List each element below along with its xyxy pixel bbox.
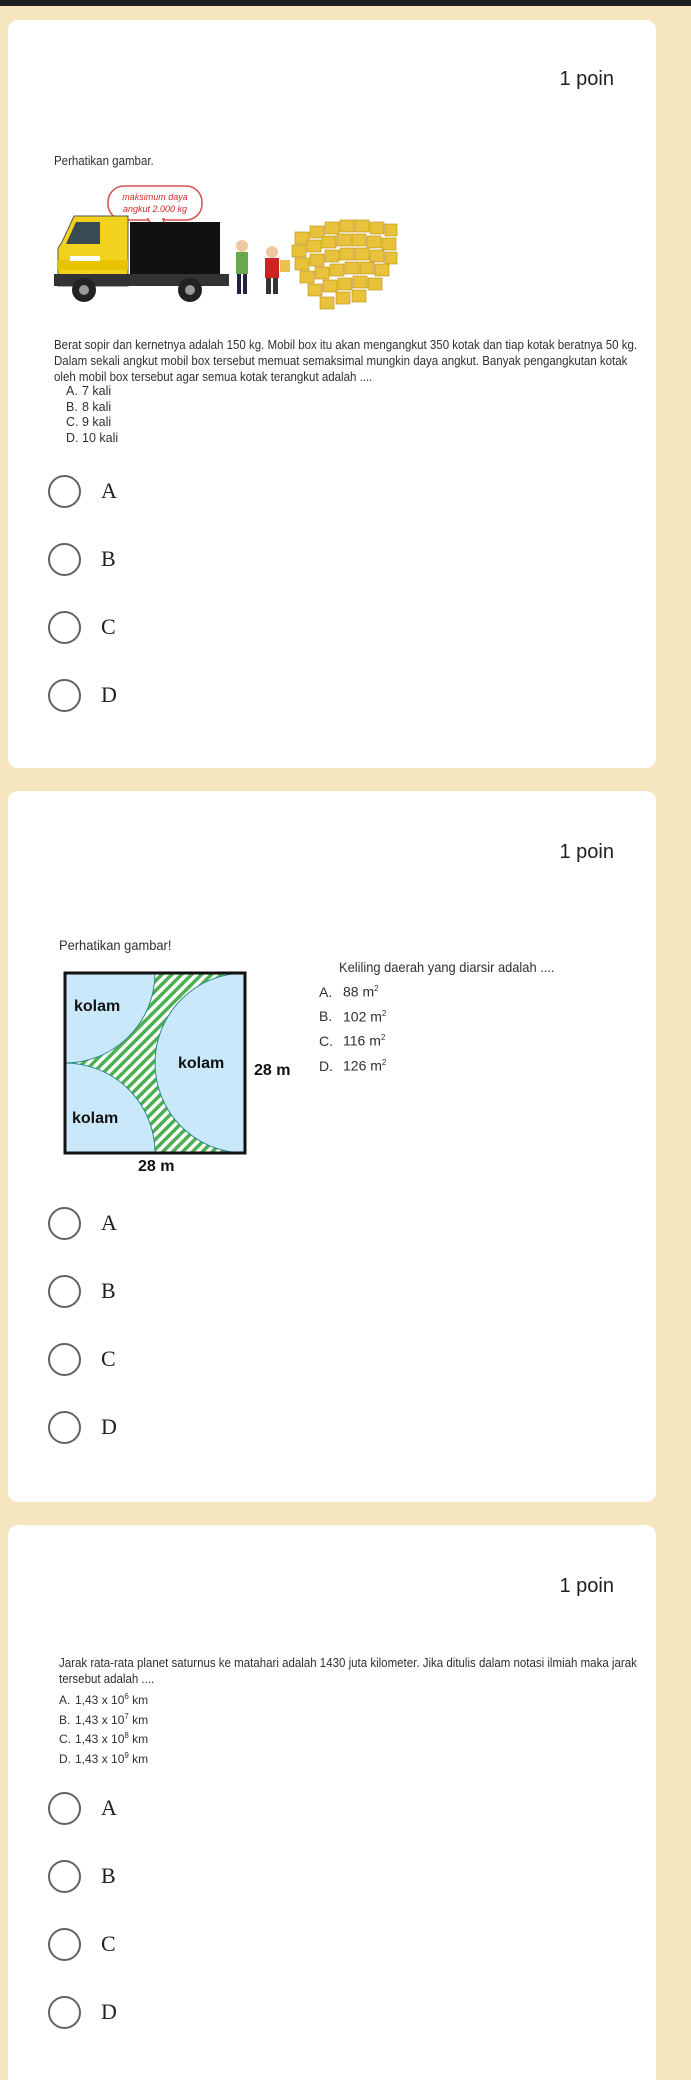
points-label: 1 poin [559,1575,614,1597]
choice-list [66,384,118,446]
question-card-1 [8,20,656,768]
question-intro: Perhatikan gambar! [59,937,172,953]
side-length-label: 28 m [254,1062,291,1079]
choice-c: C. 9 kali [66,415,112,429]
radio-button[interactable] [48,1343,81,1376]
question-intro: Perhatikan gambar. [54,154,154,168]
capacity-text-line2: angkut 2.000 kg [122,204,188,214]
question-text: Berat sopir dan kernetnya adalah 150 kg. Mobil box itu akan mengangkut 350 kotak dan tiap kotak beratnya 50 kg. Dalam sekali angkut mobil box tersebut memuat semaksimal mungkin daya angkut. Banyak pengangkutan kotak oleh mobil box tersebut agar semua kotak terangkut adalah .... [54,338,638,384]
choice-b: B. 1,43 x $10^7$ km [59,1711,149,1727]
radio-button[interactable] [48,543,81,576]
option-d[interactable] [48,675,608,715]
radio-button[interactable] [48,1207,81,1240]
radio-button[interactable] [48,1411,81,1444]
question-card-3 [8,1525,656,2080]
question-text: Keliling daerah yang diarsir adalah .... [339,959,555,975]
option-a[interactable] [48,471,608,511]
points-label: 1 poin [559,841,614,863]
choice-c: C. 1,43 x $10^8$ km [59,1731,149,1746]
choice-a: A. 88 $m^2$ [319,983,379,1000]
option-c[interactable] [48,1339,608,1379]
option-label: D [101,682,117,707]
choice-d: D. 1,43 x $10^9$ km [59,1750,149,1766]
radio-button[interactable] [48,1928,81,1961]
option-label: A [101,1210,117,1235]
choice-d: D. 10 kali [66,430,119,445]
bottom-length-label: 28 m [138,1158,175,1172]
option-b[interactable] [48,539,608,579]
pool-label-mid: kolam [178,1055,225,1072]
choice-b: B. 8 kali [66,399,112,414]
radio-button[interactable] [48,1792,81,1825]
choice-list [319,978,386,1077]
option-label: C [101,614,116,639]
option-d[interactable] [48,1407,608,1447]
option-label: C [101,1346,116,1371]
option-label: B [101,1278,116,1303]
truck-illustration [50,182,400,327]
radio-button[interactable] [48,1275,81,1308]
radio-button[interactable] [48,1860,81,1893]
choice-d: D. 126 $m^2$ [319,1057,387,1074]
question-card-2 [8,791,656,1502]
option-a[interactable] [48,1203,608,1243]
radio-button[interactable] [48,1996,81,2029]
pool-label-top: kolam [74,998,121,1015]
option-label: A [101,478,117,503]
option-c[interactable] [48,1924,608,1964]
pool-label-bottom: kolam [72,1110,119,1127]
top-bar [0,0,691,6]
pool-figure [58,967,308,1172]
points-label: 1 poin [559,68,614,90]
choice-a: A. 7 kali [66,384,112,398]
option-b[interactable] [48,1856,608,1896]
option-a[interactable] [48,1788,608,1828]
option-b[interactable] [48,1271,608,1311]
capacity-text-line1: maksimum daya [122,192,188,202]
radio-button[interactable] [48,611,81,644]
option-label: B [101,1863,116,1888]
choice-c: C. 116 $m^2$ [319,1032,386,1049]
option-label: C [101,1931,116,1956]
option-label: D [101,1414,117,1439]
choice-b: B. 102 $m^2$ [319,1008,387,1025]
option-label: A [101,1795,117,1820]
choice-list [59,1689,148,1767]
option-label: D [101,1999,117,2024]
option-c[interactable] [48,607,608,647]
option-d[interactable] [48,1992,608,2032]
radio-button[interactable] [48,679,81,712]
question-text: Jarak rata-rata planet saturnus ke matahari adalah 1430 juta kilometer. Jika ditulis dalam notasi ilmiah maka jarak tersebut adalah .... [59,1656,637,1686]
radio-button[interactable] [48,475,81,508]
choice-a: A. 1,43 x $10^6$ km [59,1692,149,1707]
option-label: B [101,546,116,571]
